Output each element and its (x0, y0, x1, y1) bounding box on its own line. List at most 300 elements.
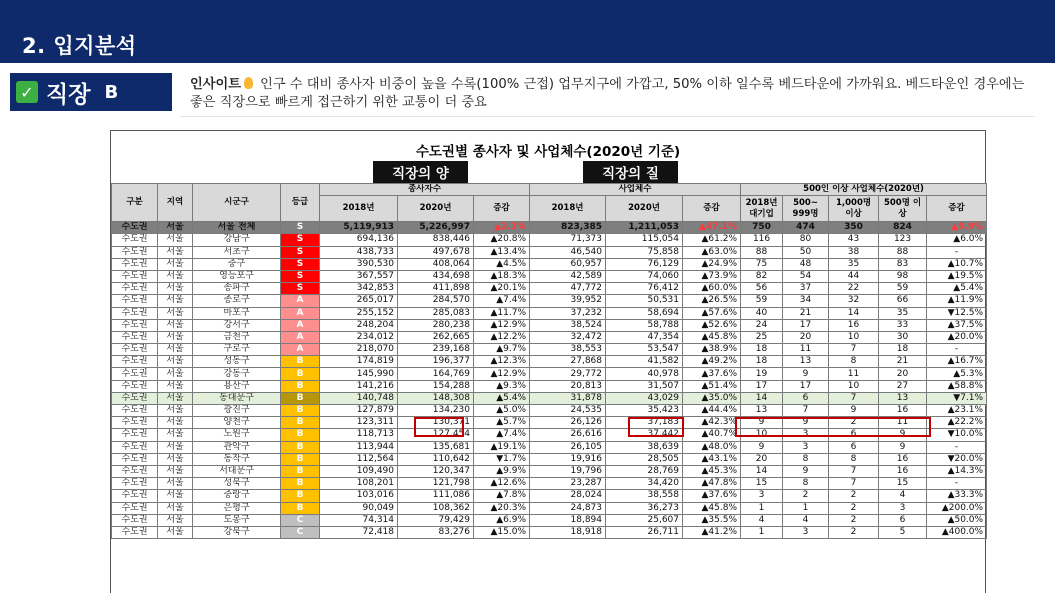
cell-grade: B (281, 441, 320, 453)
cell-large-500: 17 (783, 319, 829, 331)
table-row (112, 441, 987, 453)
cell-grade: B (281, 502, 320, 514)
cell-grade: B (281, 380, 320, 392)
cell-large-500: 1 (783, 502, 829, 514)
cell-businesses-change: ▲61.2% (683, 234, 741, 246)
cell-workers-change: ▲7.4% (474, 429, 530, 441)
category-label (10, 73, 172, 111)
cell-workers-2020: 280,238 (398, 319, 474, 331)
col-large: 500인 이상 사업체수(2020년) (741, 184, 987, 196)
cell-workers-change: ▲20.8% (474, 234, 530, 246)
cell-large-change: ▲23.1% (927, 405, 987, 417)
table-row (112, 380, 987, 392)
cell-large-change: ▲5.4% (927, 283, 987, 295)
cell-region-type: 수도권 (112, 380, 158, 392)
cell-district: 송파구 (193, 283, 281, 295)
cell-region-type: 수도권 (112, 295, 158, 307)
cell-large-1000: 44 (829, 270, 879, 282)
col-l1000: 1,000명 이상 (829, 196, 879, 222)
cell-workers-2020: 120,347 (398, 465, 474, 477)
cell-large-2018: 9 (741, 441, 783, 453)
cell-district: 도봉구 (193, 514, 281, 526)
col-district: 시군구 (193, 184, 281, 222)
cell-large-2018: 75 (741, 258, 783, 270)
cell-large-total: 5 (879, 526, 927, 538)
cell-large-change: ▲37.5% (927, 319, 987, 331)
cell-large-500: 3 (783, 429, 829, 441)
table-row (112, 453, 987, 465)
cell-district: 노원구 (193, 429, 281, 441)
category-grade: B (104, 81, 119, 103)
table-row (112, 258, 987, 270)
cell-businesses-2018: 23,287 (530, 478, 606, 490)
cell-grade: B (281, 465, 320, 477)
cell-large-change: ▲11.9% (927, 295, 987, 307)
cell-businesses-2018: 20,813 (530, 380, 606, 392)
col-region-type: 구분 (112, 184, 158, 222)
table-row (112, 246, 987, 258)
cell-businesses-2020: 28,769 (606, 465, 683, 477)
cell-workers-change: ▲9.7% (474, 344, 530, 356)
cell-large-500: 17 (783, 380, 829, 392)
cell-workers-change: ▲4.5% (474, 258, 530, 270)
cell-large-1000: 22 (829, 283, 879, 295)
cell-workers-2020: 127,454 (398, 429, 474, 441)
cell-workers-change: ▲19.1% (474, 441, 530, 453)
cell-region: 서울 (158, 441, 193, 453)
col-w2018: 2018년 (320, 196, 398, 222)
cell-large-2018: 24 (741, 319, 783, 331)
cell-large-1000: 7 (829, 478, 879, 490)
header-bar (0, 0, 1055, 63)
cell-workers-2020: 239,168 (398, 344, 474, 356)
cell-district: 종로구 (193, 295, 281, 307)
cell-businesses-2018: 28,024 (530, 490, 606, 502)
cell-grade: B (281, 478, 320, 490)
cell-region: 서울 (158, 380, 193, 392)
cell-businesses-2020: 53,547 (606, 344, 683, 356)
cell-workers-change: ▲12.9% (474, 368, 530, 380)
cell-businesses-2018: 31,878 (530, 392, 606, 404)
table-row (112, 502, 987, 514)
cell-workers-2018: 5,119,913 (320, 222, 398, 234)
cell-district: 금천구 (193, 331, 281, 343)
cell-district: 관악구 (193, 441, 281, 453)
cell-district: 동작구 (193, 453, 281, 465)
cell-workers-2020: 130,371 (398, 417, 474, 429)
col-l500b: 500명 이상 (879, 196, 927, 222)
cell-large-2018: 59 (741, 295, 783, 307)
cell-grade: B (281, 405, 320, 417)
cell-large-2018: 17 (741, 380, 783, 392)
table-row (112, 356, 987, 368)
cell-large-change: ▼10.0% (927, 429, 987, 441)
cell-grade: S (281, 246, 320, 258)
cell-region-type: 수도권 (112, 514, 158, 526)
cell-businesses-2020: 58,788 (606, 319, 683, 331)
cell-businesses-change: ▲63.0% (683, 246, 741, 258)
cell-workers-2020: 408,064 (398, 258, 474, 270)
table-row (112, 392, 987, 404)
cell-businesses-2020: 40,978 (606, 368, 683, 380)
cell-businesses-change: ▲60.0% (683, 283, 741, 295)
cell-region: 서울 (158, 283, 193, 295)
cell-businesses-2020: 26,711 (606, 526, 683, 538)
cell-region: 서울 (158, 368, 193, 380)
cell-large-change: ▲200.0% (927, 502, 987, 514)
cell-large-500: 21 (783, 307, 829, 319)
cell-large-total: 15 (879, 478, 927, 490)
cell-businesses-2020: 74,060 (606, 270, 683, 282)
cell-workers-2018: 123,311 (320, 417, 398, 429)
cell-workers-2018: 248,204 (320, 319, 398, 331)
cell-workers-2018: 112,564 (320, 453, 398, 465)
cell-grade: C (281, 514, 320, 526)
cell-businesses-change: ▲37.6% (683, 368, 741, 380)
cell-large-total: 18 (879, 344, 927, 356)
cell-grade: S (281, 234, 320, 246)
insight-text: 인구 수 대비 종사자 비중이 높을 수록(100% 근접) 업무지구에 가깝고, 50% 이하 일수록 베드타운에 가까워요. 베드타운인 경우에는 좋은 직장으로 빠르게 접근하기 위한 교통이 더 중요 (190, 77, 1025, 110)
cell-businesses-2020: 28,505 (606, 453, 683, 465)
cell-region: 서울 (158, 514, 193, 526)
cell-businesses-2018: 37,232 (530, 307, 606, 319)
cell-region-type: 수도권 (112, 526, 158, 538)
cell-large-change: ▲50.0% (927, 514, 987, 526)
cell-large-2018: 1 (741, 502, 783, 514)
cell-businesses-change: ▲57.6% (683, 307, 741, 319)
cell-businesses-change: ▲43.1% (683, 453, 741, 465)
cell-businesses-change: ▲73.9% (683, 270, 741, 282)
cell-large-2018: 116 (741, 234, 783, 246)
cell-region: 서울 (158, 392, 193, 404)
cell-workers-change: ▲9.3% (474, 380, 530, 392)
cell-region-type: 수도권 (112, 453, 158, 465)
cell-large-2018: 15 (741, 478, 783, 490)
cell-large-total: 824 (879, 222, 927, 234)
cell-grade: B (281, 356, 320, 368)
cell-workers-2018: 390,530 (320, 258, 398, 270)
cell-large-500: 8 (783, 478, 829, 490)
cell-businesses-2018: 19,796 (530, 465, 606, 477)
col-wchange: 증감 (474, 196, 530, 222)
cell-large-500: 9 (783, 368, 829, 380)
cell-district: 영등포구 (193, 270, 281, 282)
cell-large-2018: 10 (741, 429, 783, 441)
cell-businesses-2020: 58,694 (606, 307, 683, 319)
cell-workers-change: ▲11.7% (474, 307, 530, 319)
col-grade: 등급 (281, 184, 320, 222)
cell-workers-2018: 118,713 (320, 429, 398, 441)
tag-job-quality: 직장의 질 (583, 161, 678, 183)
cell-district: 동대문구 (193, 392, 281, 404)
cell-businesses-change: ▲44.4% (683, 405, 741, 417)
cell-businesses-2020: 41,582 (606, 356, 683, 368)
cell-businesses-change: ▲45.3% (683, 465, 741, 477)
cell-businesses-2018: 46,540 (530, 246, 606, 258)
cell-grade: B (281, 429, 320, 441)
cell-businesses-2018: 26,126 (530, 417, 606, 429)
cell-businesses-2020: 76,129 (606, 258, 683, 270)
cell-large-2018: 18 (741, 344, 783, 356)
insight-prefix: 인사이트 (190, 77, 241, 92)
cell-businesses-2018: 19,916 (530, 453, 606, 465)
workers-table (111, 183, 987, 539)
cell-grade: S (281, 222, 320, 234)
cell-large-total: 6 (879, 514, 927, 526)
cell-businesses-change: ▲24.9% (683, 258, 741, 270)
cell-businesses-2020: 35,423 (606, 405, 683, 417)
cell-district: 강동구 (193, 368, 281, 380)
cell-businesses-change: ▲35.5% (683, 514, 741, 526)
cell-workers-change: ▲15.0% (474, 526, 530, 538)
cell-businesses-2018: 39,952 (530, 295, 606, 307)
cell-region: 서울 (158, 295, 193, 307)
cell-region-type: 수도권 (112, 234, 158, 246)
cell-grade: A (281, 319, 320, 331)
cell-large-change: ▲6.0% (927, 234, 987, 246)
cell-large-total: 3 (879, 502, 927, 514)
cell-workers-2020: 164,769 (398, 368, 474, 380)
cell-region-type: 수도권 (112, 331, 158, 343)
cell-large-2018: 4 (741, 514, 783, 526)
cell-workers-change: ▲12.9% (474, 319, 530, 331)
table-row (112, 526, 987, 538)
cell-region: 서울 (158, 344, 193, 356)
col-region: 지역 (158, 184, 193, 222)
cell-businesses-2018: 18,918 (530, 526, 606, 538)
cell-large-1000: 350 (829, 222, 879, 234)
cell-large-500: 34 (783, 295, 829, 307)
cell-region-type: 수도권 (112, 478, 158, 490)
table-row (112, 405, 987, 417)
cell-large-change: ▼12.5% (927, 307, 987, 319)
cell-workers-change: ▲5.0% (474, 405, 530, 417)
cell-large-2018: 82 (741, 270, 783, 282)
cell-businesses-2020: 36,273 (606, 502, 683, 514)
cell-workers-2020: 434,698 (398, 270, 474, 282)
cell-businesses-2020: 50,531 (606, 295, 683, 307)
col-l2018: 2018년 대기업 (741, 196, 783, 222)
cell-large-2018: 20 (741, 453, 783, 465)
cell-businesses-2020: 43,029 (606, 392, 683, 404)
col-bchange: 증감 (683, 196, 741, 222)
cell-workers-2018: 103,016 (320, 490, 398, 502)
cell-large-500: 7 (783, 405, 829, 417)
cell-large-total: 27 (879, 380, 927, 392)
table-row (112, 234, 987, 246)
cell-grade: A (281, 344, 320, 356)
cell-large-total: 13 (879, 392, 927, 404)
cell-businesses-change: ▲48.0% (683, 441, 741, 453)
cell-businesses-2020: 76,412 (606, 283, 683, 295)
section-title: 2. 입지분석 (22, 34, 137, 58)
cell-large-total: 9 (879, 441, 927, 453)
cell-large-change: ▲16.7% (927, 356, 987, 368)
cell-grade: S (281, 258, 320, 270)
cell-region-type: 수도권 (112, 392, 158, 404)
cell-businesses-2020: 75,858 (606, 246, 683, 258)
cell-workers-change: ▲13.4% (474, 246, 530, 258)
cell-workers-2018: 108,201 (320, 478, 398, 490)
cell-large-change: - (927, 441, 987, 453)
cell-businesses-change: ▲52.6% (683, 319, 741, 331)
cell-large-2018: 88 (741, 246, 783, 258)
cell-large-1000: 8 (829, 356, 879, 368)
table-row (112, 465, 987, 477)
cell-workers-2018: 127,879 (320, 405, 398, 417)
cell-large-change: - (927, 344, 987, 356)
cell-large-500: 3 (783, 441, 829, 453)
cell-large-1000: 35 (829, 258, 879, 270)
cell-district: 서대문구 (193, 465, 281, 477)
cell-businesses-change: ▲35.0% (683, 392, 741, 404)
cell-businesses-2020: 37,442 (606, 429, 683, 441)
cell-businesses-change: ▲47.8% (683, 478, 741, 490)
cell-large-2018: 13 (741, 405, 783, 417)
cell-district: 양천구 (193, 417, 281, 429)
cell-large-change: ▲5.3% (927, 368, 987, 380)
col-w2020: 2020년 (398, 196, 474, 222)
cell-large-1000: 16 (829, 319, 879, 331)
cell-region-type: 수도권 (112, 465, 158, 477)
cell-large-500: 9 (783, 465, 829, 477)
cell-businesses-2018: 24,535 (530, 405, 606, 417)
table-row (112, 417, 987, 429)
table-row (112, 270, 987, 282)
cell-large-2018: 9 (741, 417, 783, 429)
cell-region-type: 수도권 (112, 356, 158, 368)
cell-workers-2020: 134,230 (398, 405, 474, 417)
cell-grade: B (281, 417, 320, 429)
cell-workers-change: ▲20.1% (474, 283, 530, 295)
cell-businesses-2020: 31,507 (606, 380, 683, 392)
cell-large-total: 21 (879, 356, 927, 368)
col-lchange: 증감 (927, 196, 987, 222)
cell-workers-2018: 109,490 (320, 465, 398, 477)
cell-workers-change: ▲7.8% (474, 490, 530, 502)
cell-large-change: ▲400.0% (927, 526, 987, 538)
cell-large-1000: 38 (829, 246, 879, 258)
cell-large-change: ▲58.8% (927, 380, 987, 392)
cell-large-total: 20 (879, 368, 927, 380)
cell-workers-2018: 90,049 (320, 502, 398, 514)
cell-large-500: 4 (783, 514, 829, 526)
cell-region: 서울 (158, 465, 193, 477)
cell-large-change: ▼7.1% (927, 392, 987, 404)
cell-district: 성동구 (193, 356, 281, 368)
cell-grade: S (281, 270, 320, 282)
cell-workers-2020: 83,276 (398, 526, 474, 538)
cell-region: 서울 (158, 526, 193, 538)
cell-large-total: 123 (879, 234, 927, 246)
cell-district: 구로구 (193, 344, 281, 356)
cell-large-change: ▲19.5% (927, 270, 987, 282)
cell-large-1000: 2 (829, 490, 879, 502)
cell-businesses-2020: 1,211,053 (606, 222, 683, 234)
cell-large-500: 20 (783, 331, 829, 343)
cell-large-1000: 9 (829, 405, 879, 417)
cell-businesses-2020: 115,054 (606, 234, 683, 246)
cell-region-type: 수도권 (112, 258, 158, 270)
cell-region: 서울 (158, 246, 193, 258)
cell-region: 서울 (158, 331, 193, 343)
cell-workers-change: ▲12.6% (474, 478, 530, 490)
cell-region: 서울 (158, 405, 193, 417)
cell-large-500: 474 (783, 222, 829, 234)
cell-large-change: ▲22.2% (927, 417, 987, 429)
cell-workers-change: ▲12.3% (474, 356, 530, 368)
cell-workers-2020: 111,086 (398, 490, 474, 502)
cell-workers-change: ▲2.1% (474, 222, 530, 234)
table-row (112, 429, 987, 441)
cell-workers-2018: 218,070 (320, 344, 398, 356)
cell-large-500: 13 (783, 356, 829, 368)
cell-businesses-2018: 18,894 (530, 514, 606, 526)
cell-large-1000: 32 (829, 295, 879, 307)
cell-region-type: 수도권 (112, 502, 158, 514)
cell-large-total: 33 (879, 319, 927, 331)
cell-large-500: 6 (783, 392, 829, 404)
table-row (112, 368, 987, 380)
table-title: 수도권별 종사자 및 사업체수(2020년 기준) (415, 144, 681, 160)
cell-grade: B (281, 490, 320, 502)
insight-box (180, 72, 1035, 117)
cell-businesses-change: ▲42.3% (683, 417, 741, 429)
cell-workers-2020: 285,083 (398, 307, 474, 319)
cell-grade: C (281, 526, 320, 538)
cell-workers-2018: 255,152 (320, 307, 398, 319)
cell-large-total: 59 (879, 283, 927, 295)
table-row (112, 283, 987, 295)
cell-workers-2018: 74,314 (320, 514, 398, 526)
cell-large-1000: 6 (829, 429, 879, 441)
tag-job-quantity: 직장의 양 (373, 161, 468, 183)
cell-large-1000: 10 (829, 380, 879, 392)
cell-businesses-2018: 823,385 (530, 222, 606, 234)
cell-grade: B (281, 392, 320, 404)
cell-workers-change: ▼1.7% (474, 453, 530, 465)
cell-businesses-2018: 38,524 (530, 319, 606, 331)
cell-businesses-2020: 38,639 (606, 441, 683, 453)
cell-large-500: 50 (783, 246, 829, 258)
cell-workers-2020: 196,377 (398, 356, 474, 368)
cell-district: 서초구 (193, 246, 281, 258)
cell-businesses-2018: 32,472 (530, 331, 606, 343)
cell-workers-2020: 284,570 (398, 295, 474, 307)
cell-workers-2020: 5,226,997 (398, 222, 474, 234)
cell-grade: A (281, 307, 320, 319)
cell-region: 서울 (158, 490, 193, 502)
table-row (112, 319, 987, 331)
cell-large-1000: 6 (829, 441, 879, 453)
table-row (112, 295, 987, 307)
cell-businesses-2018: 47,772 (530, 283, 606, 295)
cell-region-type: 수도권 (112, 319, 158, 331)
cell-district: 강북구 (193, 526, 281, 538)
cell-large-1000: 2 (829, 526, 879, 538)
cell-large-change: ▲9.9% (927, 222, 987, 234)
cell-large-total: 66 (879, 295, 927, 307)
cell-district: 마포구 (193, 307, 281, 319)
cell-region: 서울 (158, 258, 193, 270)
cell-grade: A (281, 295, 320, 307)
cell-large-total: 11 (879, 417, 927, 429)
cell-region: 서울 (158, 478, 193, 490)
cell-large-1000: 8 (829, 453, 879, 465)
cell-region: 서울 (158, 307, 193, 319)
col-b2018: 2018년 (530, 196, 606, 222)
cell-workers-2020: 121,798 (398, 478, 474, 490)
